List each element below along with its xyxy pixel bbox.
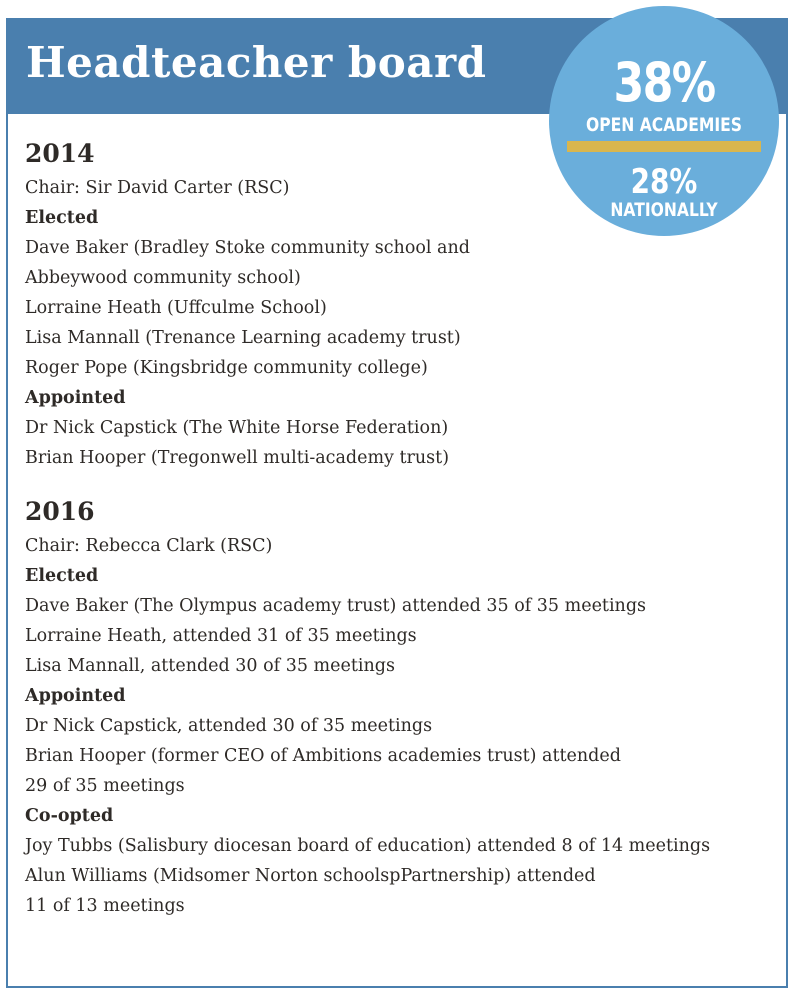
national-label: NATIONALLY [610, 199, 718, 221]
open-academies-percent: 38% [613, 51, 715, 114]
member-line: Lorraine Heath, attended 31 of 35 meetings [25, 626, 417, 646]
member-line: Lisa Mannall, attended 30 of 35 meetings [25, 656, 395, 676]
section-year: 2014 [25, 139, 95, 168]
member-line: 11 of 13 meetings [25, 896, 185, 916]
chair-line: Chair: Sir David Carter (RSC) [25, 178, 290, 198]
member-line: Dave Baker (The Olympus academy trust) attended 35 of 35 meetings [25, 596, 647, 616]
member-line: Brian Hooper (former CEO of Ambitions academies trust) attended [25, 746, 621, 766]
member-line: Alun Williams (Midsomer Norton schoolspPartnership) attended [25, 866, 596, 886]
section-2014 [25, 137, 775, 473]
member-line: Abbeywood community school) [25, 268, 301, 288]
national-percent: 28% [630, 162, 698, 202]
member-line: Dave Baker (Bradley Stoke community school and [25, 238, 470, 258]
member-line: Dr Nick Capstick, attended 30 of 35 meetings [25, 716, 433, 736]
elected-heading: Elected [25, 566, 99, 586]
appointed-heading: Appointed [25, 686, 126, 706]
member-line: Lorraine Heath (Uffculme School) [25, 298, 327, 318]
section-year: 2016 [25, 497, 95, 526]
member-line: Joy Tubbs (Salisbury diocesan board of education) attended 8 of 14 meetings [25, 836, 711, 856]
board-content [25, 137, 775, 943]
member-line: Dr Nick Capstick (The White Horse Federation) [25, 418, 449, 438]
page-title: Headteacher board [26, 38, 487, 87]
chair-line: Chair: Rebecca Clark (RSC) [25, 536, 273, 556]
open-academies-label: OPEN ACADEMIES [585, 114, 743, 136]
member-line: Lisa Mannall (Trenance Learning academy trust) [25, 328, 461, 348]
member-line: 29 of 35 meetings [25, 776, 185, 796]
coopted-heading: Co-opted [25, 806, 114, 826]
member-line: Brian Hooper (Tregonwell multi-academy trust) [25, 448, 450, 468]
member-line: Roger Pope (Kingsbridge community college) [25, 358, 428, 378]
elected-heading: Elected [25, 208, 99, 228]
appointed-heading: Appointed [25, 388, 126, 408]
section-2016 [25, 495, 775, 921]
